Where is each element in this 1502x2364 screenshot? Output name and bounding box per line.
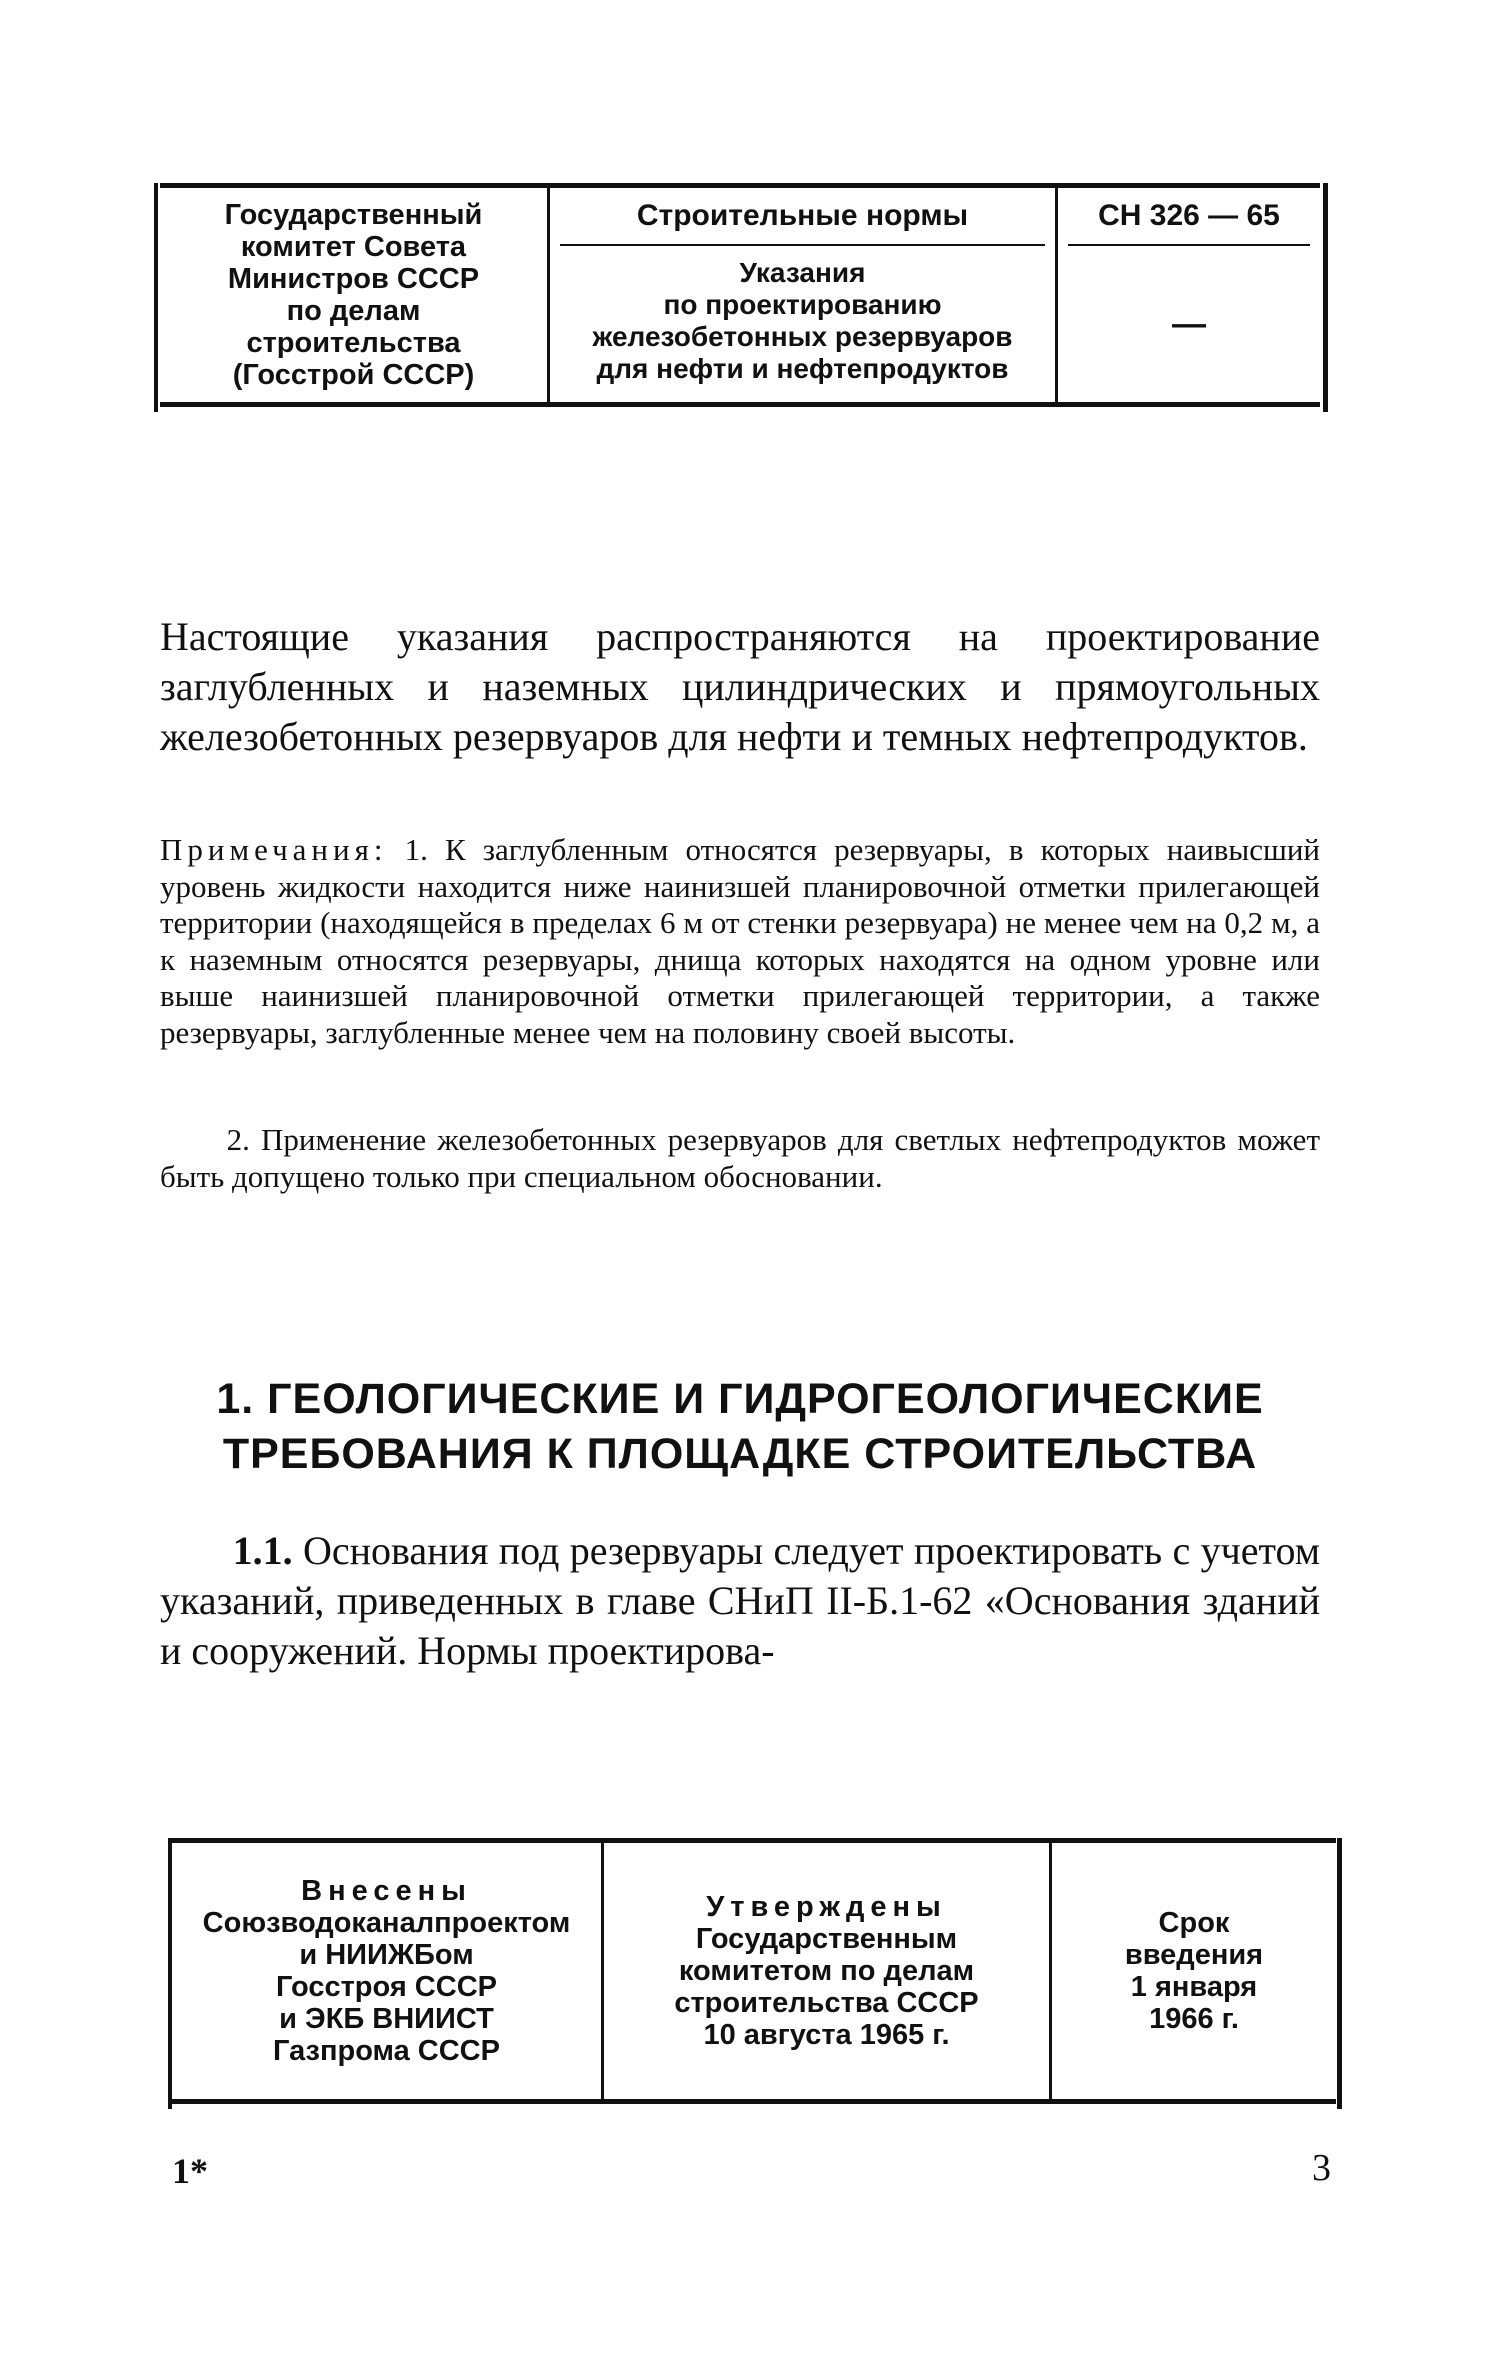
authority-line: по делам (286, 295, 421, 327)
authority-line: строительства (246, 327, 461, 359)
title-cell (550, 188, 1058, 402)
submitted-line: Госстроя СССР (276, 1971, 497, 2003)
authority-line: Государственный (224, 199, 483, 231)
replaces-value: — (1172, 304, 1206, 343)
approved-label: Утверждены (706, 1891, 947, 1923)
effective-line: 1966 г. (1149, 2003, 1239, 2035)
effective-line: Срок (1158, 1907, 1230, 1939)
authority-line: (Госстрой СССР) (232, 359, 475, 391)
effective-line: введения (1124, 1939, 1264, 1971)
effective-date-cell (1052, 1843, 1336, 2099)
note-1-text: 1. К заглубленным относятся резервуары, в которых наивысший уровень жидкости находится ниже наинизшей планировочной отметки прилегающей территории (находящейся в пределах 6 м от стенки резервуара) не менее чем на 0,2 м, а к наземным относятся резервуары, днища которых находятся на одном уровне или выше наинизшей планировочной отметки прилегающей территории, а также резервуары, заглубленные менее чем на половину своей высоты. (160, 832, 1321, 1050)
footer-left-rule (168, 1838, 172, 2109)
note-2 (160, 1122, 1320, 1195)
approved-line: строительства СССР (674, 1987, 979, 2019)
intro-paragraph: Настоящие указания распространяются на проектирование заглубленных и наземных цилиндрических и прямоугольных железобетонных резервуаров для нефти и темных нефтепродуктов. (160, 614, 1320, 759)
submitted-label: Внесены (301, 1875, 472, 1907)
approved-cell (604, 1843, 1052, 2099)
document-code: СН 326 — 65 (1068, 188, 1310, 246)
authority-line: комитет Совета (240, 231, 467, 263)
footer-right-rule (1337, 1838, 1342, 2109)
effective-line: 1 января (1130, 1971, 1258, 2003)
note-2-text: 2. Применение железобетонных резервуаров для светлых нефтепродуктов может быть допущено только при специальном обосновании. (160, 1122, 1320, 1194)
authority-line: Министров СССР (227, 263, 480, 295)
notes-lead: Примечания: (160, 832, 388, 867)
note-1 (160, 832, 1320, 1051)
footer-table (172, 1838, 1336, 2104)
section-heading (160, 1372, 1320, 1482)
signature-mark: 1* (172, 2151, 208, 2191)
norms-type: Строительные нормы (560, 188, 1045, 246)
code-cell (1058, 188, 1320, 402)
document-title (550, 246, 1055, 402)
title-line: для нефти и нефтепродуктов (596, 353, 1009, 384)
submitted-line: и НИИЖБом (299, 1939, 474, 1971)
page-number: 3 (1312, 2147, 1331, 2189)
title-line: Указания (739, 257, 866, 288)
approved-line: комитетом по делам (678, 1955, 975, 1987)
submitted-line: Союзводоканалпроектом (202, 1907, 571, 1939)
approved-line: 10 августа 1965 г. (703, 2019, 950, 2051)
submitted-line: Газпрома СССР (273, 2035, 500, 2067)
header-right-rule (1323, 183, 1328, 412)
paragraph-text: Основания под резервуары следует проектировать с учетом указаний, приведенных в главе СНиП II-Б.1-62 «Основания зданий и сооружений. Нормы проектирова- (160, 1528, 1321, 1673)
header-left-rule (154, 183, 158, 412)
approved-line: Государственным (695, 1923, 958, 1955)
title-line: по проектированию (663, 289, 942, 320)
paragraph-number: 1.1. (232, 1528, 293, 1573)
header-table (160, 183, 1320, 407)
submitted-cell (172, 1843, 604, 2099)
title-line: железобетонных резервуаров (592, 321, 1013, 352)
paragraph-1-1 (160, 1526, 1320, 1676)
section-heading-line: ТРЕБОВАНИЯ К ПЛОЩАДКЕ СТРОИТЕЛЬСТВА (222, 1430, 1258, 1478)
submitted-line: и ЭКБ ВНИИСТ (279, 2003, 494, 2035)
section-heading-line: 1. ГЕОЛОГИЧЕСКИЕ И ГИДРОГЕОЛОГИЧЕСКИЕ (216, 1375, 1264, 1423)
authority-cell (160, 188, 550, 402)
